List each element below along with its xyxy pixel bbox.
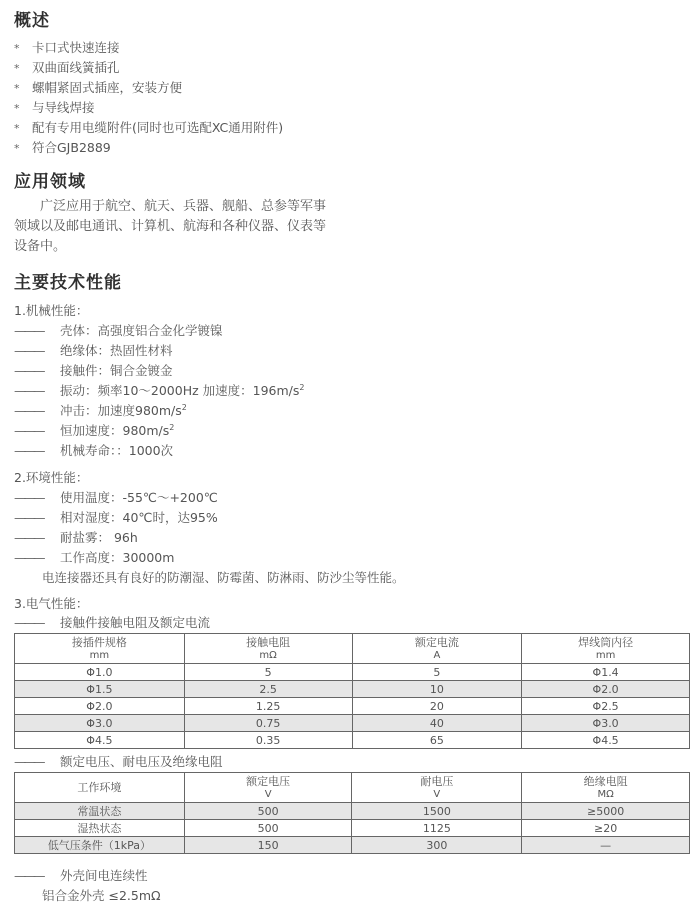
table-cell: Φ1.0 [15,664,185,681]
overview-item: * 配有专用电缆附件(同时也可选配XC通用附件) [14,120,284,135]
table-cell: 65 [352,732,522,749]
environmental-title: 2.环境性能： [14,470,89,485]
table-cell: ≥20 [522,820,690,837]
table-header-cell: 工作环境 [15,773,185,803]
table-cell: Φ4.5 [15,732,185,749]
shell-continuity-title: ——— 外壳间电连续性 [14,868,148,883]
table-header-cell: 接触电阻 mΩ [184,634,352,664]
table-header-cell: 焊线筒内径 mm [522,634,690,664]
table-cell: 1500 [352,803,522,820]
table-row [15,681,690,698]
application-line: 广泛应用于航空、航天、兵器、舰船、总参等军事 [40,199,327,214]
spec-line: ——— 冲击：加速度$980m/s^2$ [14,402,187,418]
application-line: 领域以及邮电通讯、计算机、航海和各种仪器、仪表等 [14,219,327,234]
table-cell: Φ2.5 [522,698,690,715]
table-cell: 2.5 [184,681,352,698]
table-row [15,698,690,715]
table-cell: 1125 [352,820,522,837]
table-cell: 20 [352,698,522,715]
table-cell: Φ1.4 [522,664,690,681]
table-cell: 10 [352,681,522,698]
overview-item: * 符合GJB2889 [14,140,111,155]
spec-line: ——— 相对湿度：40℃时，达95% [14,510,218,525]
table-cell: 150 [184,837,352,854]
spec-line: ——— 振动：频率10～2000Hz 加速度：$196m/s^2$ [14,382,305,398]
table-cell: 湿热状态 [15,820,185,837]
overview-item: * 螺帽紧固式插座，安装方便 [14,80,183,95]
table-cell: Φ1.5 [15,681,185,698]
table-row [15,803,690,820]
spec-line: ——— 工作高度：30000m [14,550,175,565]
table-cell: 0.75 [184,715,352,732]
environmental-note: 电连接器还具有良好的防潮湿、防霉菌、防淋雨、防沙尘等性能。 [42,570,405,585]
electrical-title: 3.电气性能： [14,596,89,611]
table-row [15,732,690,749]
spec-line: ——— 机械寿命：：1000次 [14,443,174,458]
table-cell: 500 [184,803,352,820]
table-cell: Φ4.5 [522,732,690,749]
table-row [15,715,690,732]
table-row [15,837,690,854]
spec-line: ——— 耐盐雾： 96h [14,530,138,545]
table-header-cell: 耐电压 V [352,773,522,803]
table-header-row [15,634,690,664]
table-header-cell: 额定电压 V [184,773,352,803]
spec-line: ——— 绝缘体：热固性材料 [14,343,173,358]
table-cell: 1.25 [184,698,352,715]
table-cell: — [522,837,690,854]
spec-line: ——— 使用温度：-55℃～+200℃ [14,490,218,505]
table-row [15,820,690,837]
table-cell: 5 [352,664,522,681]
table-cell: 0.35 [184,732,352,749]
table-cell: ≥5000 [522,803,690,820]
table-cell: Φ2.0 [15,698,185,715]
table-cell: 低气压条件（1kPa） [15,837,185,854]
contact-table-title: ——— 接触件接触电阻及额定电流 [14,615,211,630]
voltage-table-title: ——— 额定电压、耐电压及绝缘电阻 [14,754,223,769]
table-header-cell: 接插件规格 mm [15,634,185,664]
table-cell: Φ3.0 [15,715,185,732]
table-header-cell: 绝缘电阻 MΩ [522,773,690,803]
overview-item: * 双曲面线簧插孔 [14,60,120,75]
table-cell: Φ3.0 [522,715,690,732]
overview-title: 概述 [14,11,50,31]
mechanical-title: 1.机械性能： [14,303,89,318]
table-cell: 40 [352,715,522,732]
table-header-row [15,773,690,803]
spec-line: ——— 恒加速度：$980m/s^2$ [14,422,175,438]
table-cell: 500 [184,820,352,837]
table-cell: 常温状态 [15,803,185,820]
table-row [15,664,690,681]
table-cell: Φ2.0 [522,681,690,698]
shell-continuity-value: 铝合金外壳 ≤2.5mΩ [42,888,161,903]
contact-table [14,633,690,749]
voltage-table [14,772,690,854]
overview-item: * 卡口式快速连接 [14,40,120,55]
table-header-cell: 额定电流 A [352,634,522,664]
spec-line: ——— 壳体：高强度铝合金化学镀镍 [14,323,223,338]
specs-title: 主要技术性能 [14,273,122,293]
overview-item: * 与导线焊接 [14,100,95,115]
spec-line: ——— 接触件：铜合金镀金 [14,363,173,378]
application-line: 设备中。 [14,239,67,254]
table-cell: 5 [184,664,352,681]
table-cell: 300 [352,837,522,854]
application-title: 应用领域 [14,172,86,192]
